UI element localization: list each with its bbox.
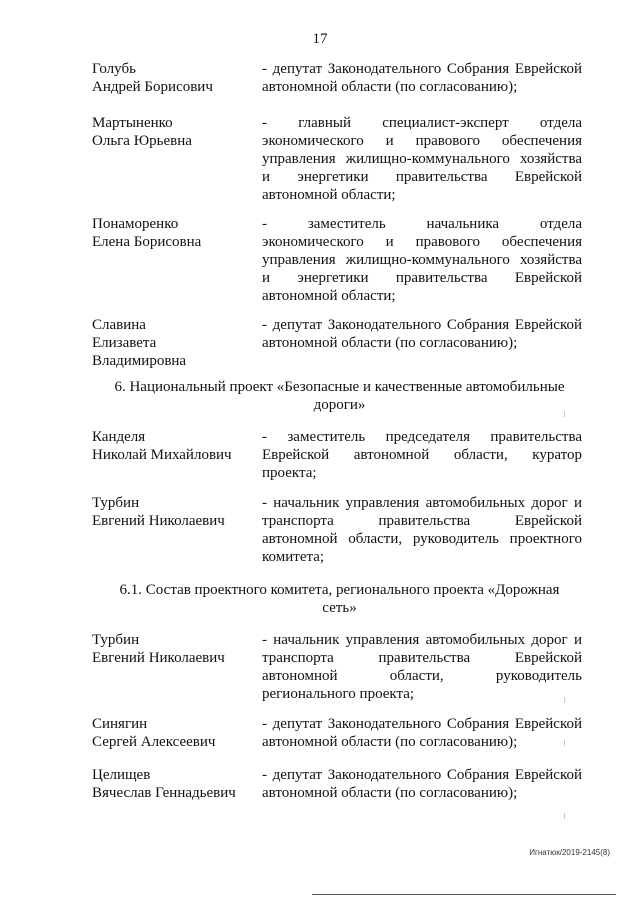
role-line: - начальник управления автомобильных дорог и	[262, 495, 582, 511]
role-line: - заместитель начальника отдела	[262, 216, 582, 232]
role-line: и энергетики правительства Еврейской	[262, 169, 582, 185]
role-line: - заместитель председателя правительства	[262, 429, 582, 445]
role-line: автономной области (по согласованию);	[262, 335, 518, 351]
footer-divider	[312, 894, 616, 895]
member-name	[92, 494, 257, 530]
member-role	[262, 60, 582, 96]
role-line: автономной области (по согласованию);	[262, 79, 518, 95]
member-given-name: Евгений Николаевич	[92, 650, 225, 666]
role-line: - депутат Законодательного Собрания Еврейской	[262, 716, 582, 732]
member-name	[92, 766, 257, 802]
role-line: автономной области, руководитель проектного	[262, 531, 582, 547]
member-role	[262, 631, 582, 703]
role-line: автономной области;	[262, 187, 396, 203]
member-patronymic: Владимировна	[92, 353, 187, 369]
section-heading	[92, 581, 587, 617]
role-line: автономной области;	[262, 288, 396, 304]
member-name	[92, 631, 257, 667]
member-given-name: Евгений Николаевич	[92, 513, 225, 529]
member-role	[262, 215, 582, 305]
role-line: управления жилищно-коммунального хозяйства	[262, 151, 582, 167]
scan-speck	[564, 411, 565, 417]
role-line: - начальник управления автомобильных дорог и	[262, 632, 582, 648]
role-line: регионального проекта;	[262, 686, 415, 702]
page-number: 17	[312, 31, 328, 47]
member-surname: Голубь	[92, 61, 136, 77]
section-heading-line: 6. Национальный проект «Безопасные и качественные автомобильные	[114, 379, 565, 395]
member-given-name: Елизавета	[92, 335, 157, 351]
member-entry	[92, 715, 587, 755]
member-given-name: Николай Михайлович	[92, 447, 232, 463]
member-surname: Целищев	[92, 767, 151, 783]
member-given-name: Вячеслав Геннадьевич	[92, 785, 236, 801]
role-line: управления жилищно-коммунального хозяйства	[262, 252, 582, 268]
member-entry	[92, 215, 587, 307]
member-role	[262, 428, 582, 482]
member-name	[92, 114, 257, 150]
member-given-name: Андрей Борисович	[92, 79, 213, 95]
role-line: - главный специалист-эксперт отдела	[262, 115, 582, 131]
role-line: транспорта правительства Еврейской	[262, 650, 582, 666]
role-line: проекта;	[262, 465, 317, 481]
member-role	[262, 715, 582, 751]
role-line: экономического и правового обеспечения	[262, 133, 582, 149]
section-heading-line: 6.1. Состав проектного комитета, регионального проекта «Дорожная	[119, 582, 560, 598]
role-line: транспорта правительства Еврейской	[262, 513, 582, 529]
member-entry	[92, 428, 587, 484]
scan-speck	[564, 697, 565, 703]
member-surname: Славина	[92, 317, 146, 333]
member-surname: Синягин	[92, 716, 148, 732]
role-line: автономной области (по согласованию);	[262, 785, 518, 801]
member-entry	[92, 316, 587, 372]
section-heading-line: сеть»	[322, 600, 357, 616]
member-entry	[92, 114, 587, 206]
document-code: Игнатюк/2019-2145(8)	[529, 848, 610, 857]
member-role	[262, 766, 582, 802]
role-line: Еврейской автономной области, куратор	[262, 447, 582, 463]
member-name	[92, 316, 257, 370]
member-surname: Понаморенко	[92, 216, 179, 232]
role-line: - депутат Законодательного Собрания Еврейской	[262, 767, 582, 783]
member-role	[262, 114, 582, 204]
role-line: - депутат Законодательного Собрания Еврейской	[262, 61, 582, 77]
member-entry	[92, 766, 587, 806]
member-given-name: Елена Борисовна	[92, 234, 202, 250]
member-name	[92, 215, 257, 251]
member-entry	[92, 494, 587, 568]
member-surname: Турбин	[92, 495, 140, 511]
member-entry	[92, 60, 587, 100]
scan-speck	[564, 813, 565, 819]
role-line: - депутат Законодательного Собрания Еврейской	[262, 317, 582, 333]
member-given-name: Сергей Алексеевич	[92, 734, 216, 750]
member-surname: Турбин	[92, 632, 140, 648]
member-surname: Канделя	[92, 429, 146, 445]
member-name	[92, 715, 257, 751]
member-name	[92, 60, 257, 96]
member-role	[262, 316, 582, 352]
member-entry	[92, 631, 587, 705]
role-line: комитета;	[262, 549, 325, 565]
role-line: автономной области, руководитель	[262, 668, 582, 684]
section-heading	[92, 378, 587, 414]
member-role	[262, 494, 582, 566]
role-line: и энергетики правительства Еврейской	[262, 270, 582, 286]
member-surname: Мартыненко	[92, 115, 173, 131]
member-name	[92, 428, 257, 464]
section-heading-line: дороги»	[313, 397, 366, 413]
member-given-name: Ольга Юрьевна	[92, 133, 192, 149]
role-line: автономной области (по согласованию);	[262, 734, 518, 750]
scan-speck	[564, 740, 565, 746]
role-line: экономического и правового обеспечения	[262, 234, 582, 250]
